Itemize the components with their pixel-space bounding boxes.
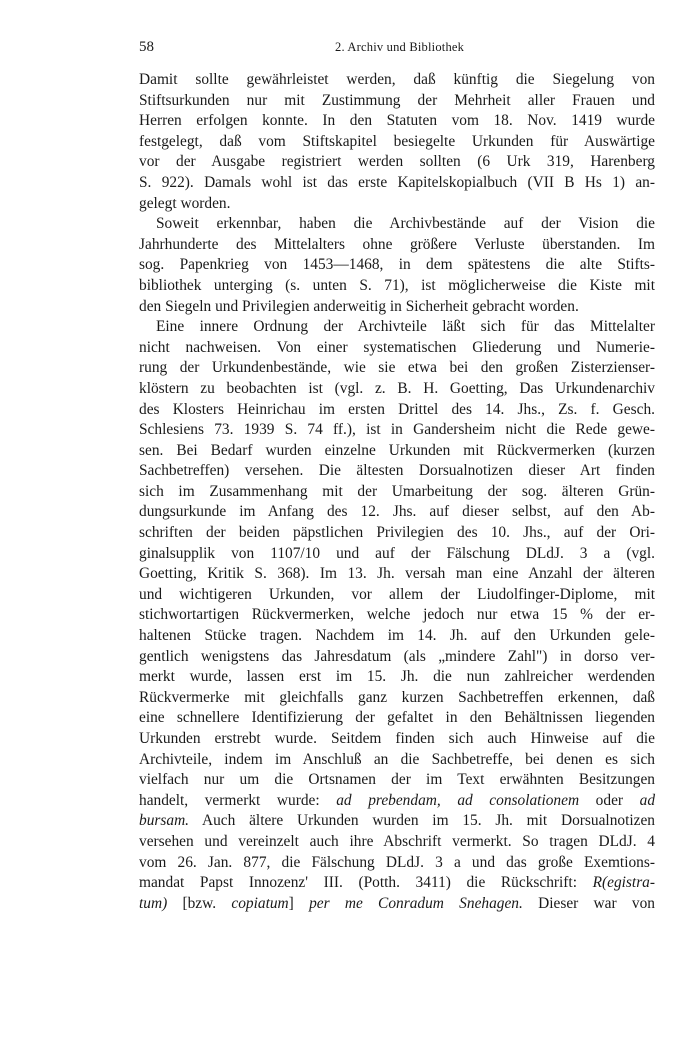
text-line [139,523,655,544]
text-segment: [bzw. [167,894,232,912]
text-line [139,626,655,647]
text-segment: versehen und vereinzelt auch ihre Abschrift vermerkt. So tragen DLdJ. 4 [139,832,655,850]
italic-text-segment: per me Conradum Snehagen. [309,894,523,912]
text-line [139,194,655,215]
text-line [139,276,655,297]
text-line [139,358,655,379]
text-segment: Herren erfolgen konnte. In den Statuten vom 18. Nov. 1419 wurde [139,112,655,130]
text-line [139,894,655,915]
text-segment: Eine innere Ordnung der Archivteile läßt sich für das Mittelalter [156,318,655,336]
text-line [139,585,655,606]
text-segment: Sachbetreffen) versehen. Die ältesten Dorsualnotizen dieser Art finden [139,462,655,480]
text-segment: vom 26. Jan. 877, die Fälschung DLdJ. 3 a und das große Exemtions- [139,853,655,871]
italic-text-segment: ad prebendam, ad consolationem [336,791,580,809]
text-line [139,461,655,482]
text-line [139,832,655,853]
text-segment: sen. Bei Bedarf wurden einzelne Urkunden mit Rückvermerken (kurzen [139,441,655,459]
text-line [139,297,655,318]
text-line [139,255,655,276]
text-segment: klöstern zu beobachten ist (vgl. z. B. H. Goetting, Das Urkundenarchiv [139,379,655,397]
running-head: 2. Archiv und Bibliothek [335,40,465,54]
text-segment: vielfach nur um die Ortsnamen der im Text erwähnten Besitzungen [139,771,655,789]
text-line [139,317,655,338]
italic-text-segment: bursam. [139,812,190,830]
text-line [139,235,655,256]
text-line [139,647,655,668]
italic-text-segment: tum) [139,894,168,912]
text-line [139,502,655,523]
text-segment: ] [288,894,310,912]
text-segment: oder [579,791,640,809]
text-segment: eine schnellere Identifizierung der gefaltet in den Behältnissen liegenden [139,709,655,727]
text-segment: des Klosters Heinrichau im ersten Drittel des 14. Jhs., Zs. f. Gesch. [139,400,655,418]
text-line [139,91,655,112]
text-segment: rung der Urkundenbestände, wie sie etwa bei den großen Zisterzienser- [139,359,655,377]
text-segment: sich im Zusammenhang mit der Umarbeitung der sog. älteren Grün- [139,482,655,500]
text-segment: mandat Papst Innozenz' III. (Potth. 3411) die Rückschrift: [139,874,593,892]
book-page [139,36,655,914]
text-line [139,132,655,153]
text-line [139,853,655,874]
text-segment: merkt wurde, lassen erst im 15. Jh. die nun zahlreicher werdenden [139,668,655,686]
text-line [139,873,655,894]
text-segment: bibliothek unterging (s. unten S. 71), ist möglicherweise die Kiste mit [139,276,655,294]
text-segment: Jahrhunderte des Mittelalters ohne größere Verluste überstanden. Im [139,235,655,253]
text-segment: Archivteile, indem im Anschluß an die Sachbetreffe, bei denen es sich [139,750,655,768]
text-segment: nicht nachweisen. Von einer systematischen Gliederung und Numerie- [139,338,655,356]
text-segment: Damit sollte gewährleistet werden, daß künftig die Siegelung von [139,71,655,88]
text-line [139,605,655,626]
text-segment: Goetting, Kritik S. 368). Im 13. Jh. versah man eine Anzahl der älteren [139,565,655,583]
text-line [139,729,655,750]
text-segment: sog. Papenkrieg von 1453—1468, in dem spätestens die alte Stifts- [139,256,655,274]
text-segment: Schlesiens 73. 1939 S. 74 ff.), ist in Gandersheim nicht die Rede gewe- [139,421,655,439]
text-line [139,111,655,132]
text-segment: Stiftsurkunden nur mit Zustimmung der Mehrheit aller Frauen und [139,91,655,109]
text-segment: Auch ältere Urkunden wurden im 15. Jh. mit Dorsualnotizen [189,812,655,830]
text-line [139,708,655,729]
text-segment: festgelegt, daß vom Stiftskapitel besiegelte Urkunden für Auswärtige [139,132,655,150]
italic-text-segment: copiatum [231,894,289,912]
text-line [139,544,655,565]
text-segment: Dieser war von [522,894,655,912]
text-line [139,420,655,441]
text-segment: ginalsupplik von 1107/10 und auf der Fälschung DLdJ. 3 a (vgl. [139,544,655,562]
text-line [139,152,655,173]
page-number: 58 [139,39,154,55]
page-header [139,36,655,58]
text-line [139,338,655,359]
text-segment: S. 922). Damals wohl ist das erste Kapitelskopialbuch (VII B Hs 1) an- [139,173,655,191]
text-segment: gelegt worden. [139,194,231,212]
body-text [139,70,655,914]
text-segment: haltenen Stücke tragen. Nachdem im 14. Jh. auf den Urkunden gele- [139,627,655,645]
text-segment: vor der Ausgabe registriert werden sollten (6 Urk 319, Harenberg [139,153,655,171]
text-line [139,400,655,421]
text-line [139,173,655,194]
text-line [139,379,655,400]
text-segment: schriften der beiden päpstlichen Privilegien des 10. Jhs., auf der Ori- [139,524,655,542]
text-segment: gentlich wenigstens das Jahresdatum (als „mindere Zahl") in dorso ver- [139,647,655,665]
text-segment: Urkunden erstrebt wurde. Seitdem finden sich auch Hinweise auf die [139,730,655,747]
text-segment: und wichtigeren Urkunden, vor allem der Liudolfinger-Diplome, mit [139,585,655,603]
text-segment: Soweit erkennbar, haben die Archivbestände auf der Vision die [156,215,655,233]
text-line [139,482,655,503]
text-line [139,441,655,462]
text-segment: stichwortartigen Rückvermerken, welche jedoch nur etwa 15 % der er- [139,606,655,624]
text-line [139,791,655,812]
text-segment: handelt, vermerkt wurde: [139,791,337,809]
text-line [139,70,655,91]
text-line [139,770,655,791]
text-line [139,811,655,832]
text-line [139,564,655,585]
text-line [139,750,655,771]
italic-text-segment: ad [639,791,656,809]
text-line [139,667,655,688]
text-segment: den Siegeln und Privilegien anderweitig in Sicherheit gebracht worden. [139,297,579,315]
text-line [139,688,655,709]
text-segment: dungsurkunde im Anfang des 12. Jhs. auf dieser selbst, auf den Ab- [139,503,655,521]
text-segment: Rückvermerke mit gleichfalls ganz kurzen Sachbetreffen erkennen, daß [139,688,655,706]
italic-text-segment: R(egistra- [592,874,655,892]
text-line [139,214,655,235]
